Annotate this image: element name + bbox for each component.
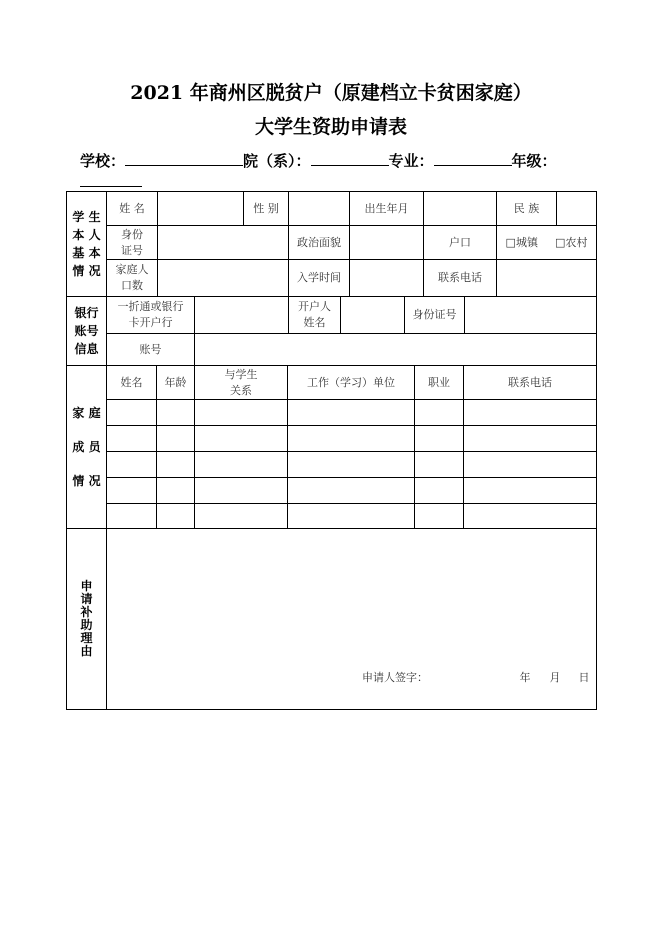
label-name: 姓 名 (119, 201, 145, 215)
section-family: 家 庭 成 员 情 况 (72, 406, 101, 488)
input-bank-card[interactable] (195, 297, 288, 333)
major-label: 专业： (388, 152, 434, 170)
family-header-age: 年龄 (164, 375, 187, 389)
urban-checkbox[interactable]: □城镇 (505, 235, 538, 249)
sign-month: 月 (549, 671, 561, 684)
label-hukou: 户口 (449, 235, 471, 249)
input-gender[interactable] (289, 192, 349, 225)
section-bank: 银行 账号 信息 (74, 306, 99, 356)
input-account[interactable] (195, 334, 596, 365)
family-header-job: 职业 (428, 375, 450, 389)
family-header-relation: 与学生关系 (224, 367, 258, 397)
rural-checkbox[interactable]: □农村 (555, 235, 588, 249)
sign-year: 年 (519, 671, 531, 684)
sign-day: 日 (578, 671, 590, 684)
input-family-size[interactable] (158, 260, 288, 296)
input-holder-id[interactable] (465, 297, 596, 333)
hukou-options (497, 226, 596, 259)
input-id-card[interactable] (158, 226, 288, 259)
college-label: 院（系）： (243, 152, 311, 170)
school-label: 学校： (80, 152, 126, 170)
label-holder-id: 身份证号 (412, 308, 457, 321)
label-holder: 开户人姓名 (298, 300, 331, 329)
sign-label: 申请人签字： (362, 671, 428, 684)
input-enroll[interactable] (350, 260, 423, 296)
grade-label: 年级： (511, 152, 557, 170)
input-ethnicity[interactable] (557, 192, 596, 225)
input-name[interactable] (158, 192, 243, 225)
input-birth[interactable] (424, 192, 496, 225)
input-political[interactable] (350, 226, 423, 259)
family-header-name: 姓名 (120, 375, 143, 389)
input-phone[interactable] (497, 260, 596, 296)
label-birth: 出生年月 (364, 201, 409, 215)
family-header-phone: 联系电话 (508, 375, 552, 389)
label-id-card: 身份证号 (121, 227, 143, 257)
label-gender: 性 别 (253, 201, 279, 215)
section-student: 学 生 本 人 基 本 情 况 (72, 210, 101, 278)
label-family-size: 家庭人口数 (115, 263, 149, 292)
label-phone: 联系电话 (438, 271, 482, 284)
section-reason: 申请补助理由 (80, 579, 93, 658)
label-political: 政治面貌 (297, 235, 341, 249)
label-ethnicity: 民 族 (513, 201, 540, 215)
family-header-work: 工作（学习）单位 (307, 375, 395, 389)
form-title-line2: 大学生资助申请表 (254, 116, 407, 138)
label-enroll: 入学时间 (297, 271, 341, 284)
label-account: 账号 (139, 342, 162, 356)
input-holder[interactable] (341, 297, 404, 333)
label-bank-card: 一折通或银行卡开户行 (117, 300, 184, 329)
form-title-line1: 2021 年商州区脱贫户（原建档立卡贫困家庭） (130, 82, 532, 104)
